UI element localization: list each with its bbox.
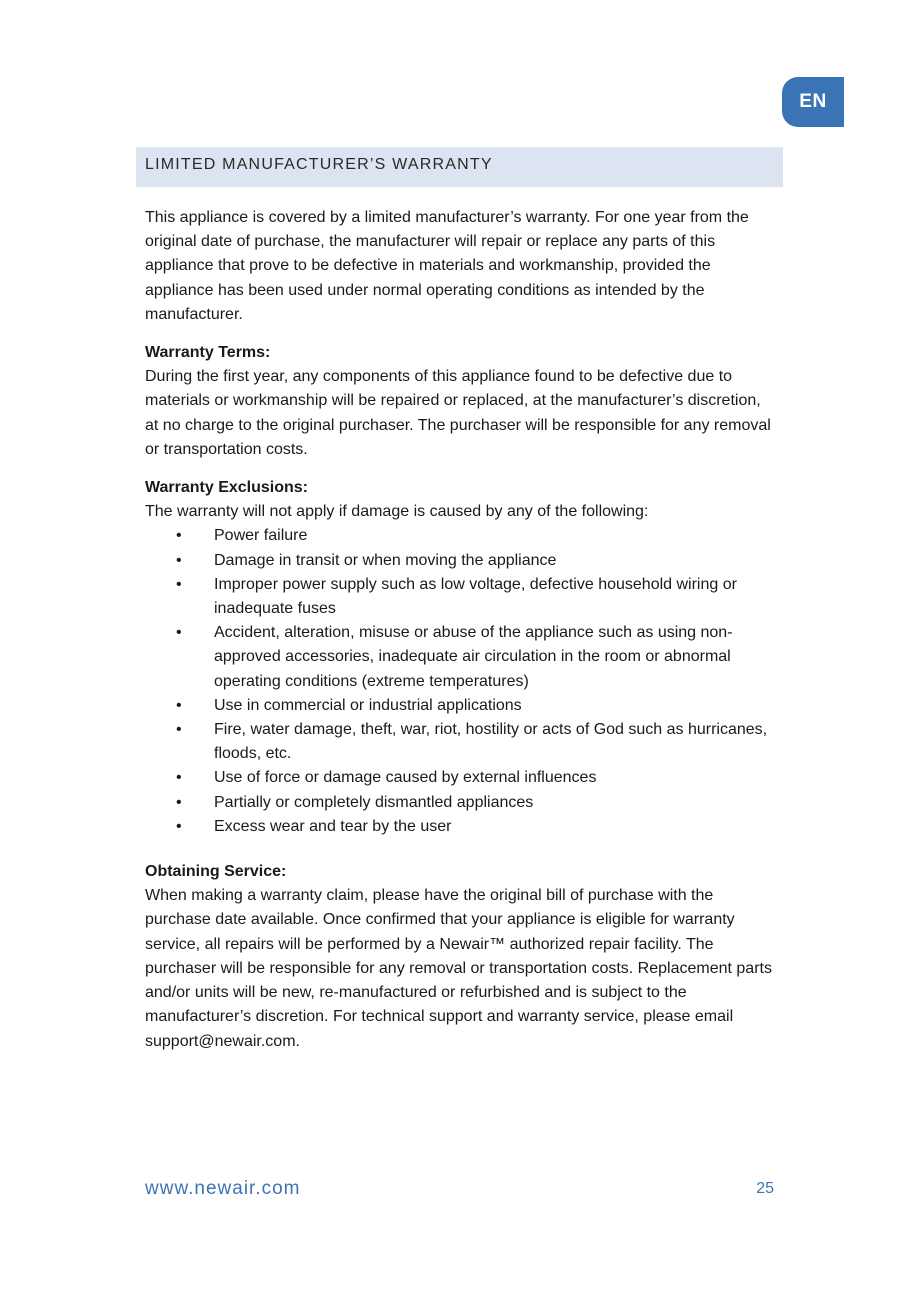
list-item <box>145 791 775 815</box>
list-item-text: Use of force or damage caused by external influences <box>214 769 597 787</box>
exclusions-section <box>145 476 775 839</box>
list-item <box>145 621 775 694</box>
exclusions-list <box>145 524 775 839</box>
list-item <box>145 815 775 839</box>
list-item <box>145 573 775 621</box>
list-item-text: Accident, alteration, misuse or abuse of the appliance such as using non-approved accessories, inadequate air circulation in the room or abnormal operating conditions (extreme temperatures) <box>214 624 733 690</box>
list-item <box>145 766 775 790</box>
warranty-content <box>145 206 775 1068</box>
list-item <box>145 694 775 718</box>
footer-website-link[interactable]: www.newair.com <box>145 1178 301 1199</box>
list-item-text: Power failure <box>214 527 308 545</box>
intro-paragraph: This appliance is covered by a limited manufacturer’s warranty. For one year from the original date of purchase, the manufacturer will repair or replace any parts of this appliance that prove to be defective in materials and workmanship, provided the appliance has been used under normal operating conditions as intended by the manufacturer. <box>145 209 749 323</box>
bullet-icon: • <box>176 817 182 835</box>
bullet-icon: • <box>176 624 182 642</box>
list-item-text: Partially or completely dismantled appliances <box>214 793 534 811</box>
exclusions-heading: Warranty Exclusions: <box>145 479 309 497</box>
list-item <box>145 549 775 573</box>
list-item-text: Damage in transit or when moving the appliance <box>214 551 557 569</box>
bullet-icon: • <box>176 769 182 787</box>
bullet-icon: • <box>176 527 182 545</box>
exclusions-intro: The warranty will not apply if damage is caused by any of the following: <box>145 503 649 521</box>
service-heading: Obtaining Service: <box>145 863 287 881</box>
section-title: LIMITED MANUFACTURER’S WARRANTY <box>145 156 493 173</box>
terms-section <box>145 341 775 462</box>
list-item <box>145 718 775 766</box>
list-item-text: Use in commercial or industrial applications <box>214 696 522 714</box>
terms-body: During the first year, any components of this appliance found to be defective due to materials or workmanship will be repaired or replaced, at the manufacturer’s discretion, at no charge to the original purchaser. The purchaser will be responsible for any removal or transportation costs. <box>145 368 771 458</box>
list-item-text: Improper power supply such as low voltage, defective household wiring or inadequate fuses <box>214 575 737 618</box>
page-number: 25 <box>756 1180 774 1197</box>
list-item-text: Fire, water damage, theft, war, riot, hostility or acts of God such as hurricanes, floods, etc. <box>214 721 768 763</box>
list-item-text: Excess wear and tear by the user <box>214 817 452 835</box>
bullet-icon: • <box>176 575 182 593</box>
bullet-icon: • <box>176 696 182 714</box>
service-body: When making a warranty claim, please have the original bill of purchase with the purchase date available. Once confirmed that your appliance is eligible for warranty service, all repairs will be performed by a Newair™ authorized repair facility. The purchaser will be responsible for any removal or transportation costs. Replacement parts and/or units will be new, re-manufactured or refurbished and is subject to the manufacturer’s discretion. For technical support and warranty service, please email support@newair.com. <box>145 887 772 1050</box>
bullet-icon: • <box>176 721 182 739</box>
list-item <box>145 524 775 548</box>
bullet-icon: • <box>176 793 182 811</box>
bullet-icon: • <box>176 551 182 569</box>
service-section <box>145 860 775 1054</box>
section-header <box>136 147 783 187</box>
language-tab: EN <box>782 77 844 127</box>
terms-heading: Warranty Terms: <box>145 344 271 362</box>
